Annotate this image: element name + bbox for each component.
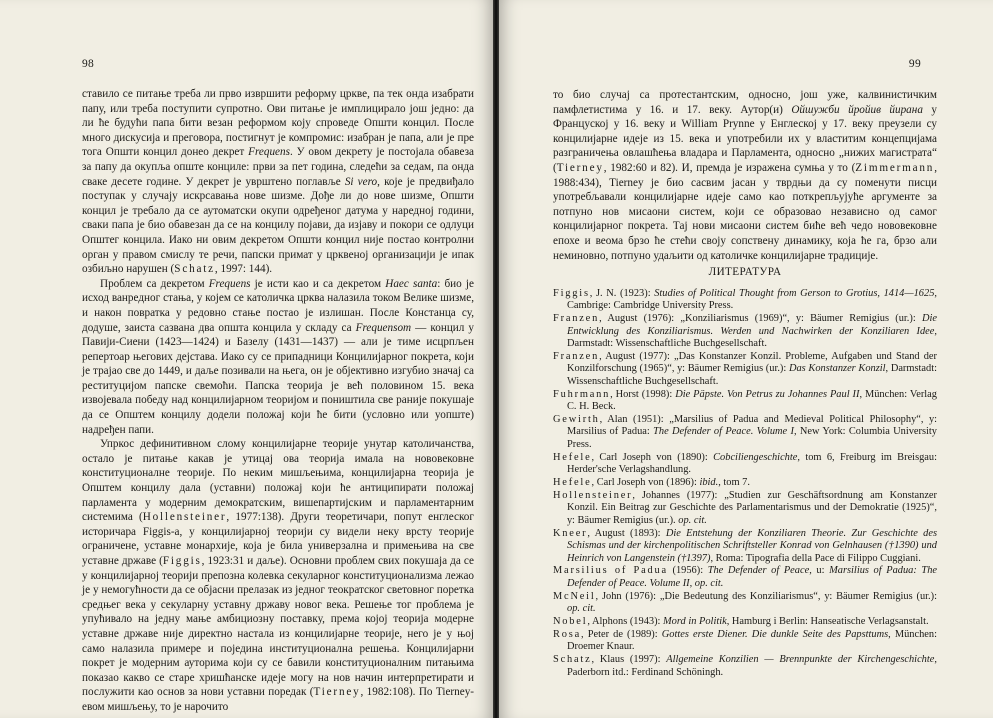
author-name: Kneer [553,527,588,539]
paragraph [82,437,474,714]
bibliography-heading: ЛИТЕРАТУРА [708,266,782,278]
text-run: , Carl Joseph von (1890): [591,451,714,463]
text-run: Проблем са декретом [100,277,209,290]
italic-text: Gottes erste Diener. Die dunkle Seite des Papsttums [661,628,889,640]
author-name: Gewirth [553,414,600,426]
italic-text: op. cit. [678,514,707,526]
bibliography-entry [553,389,937,414]
italic-text: Frequens [208,277,251,290]
italic-text: Die Entwicklung des Konziliarismus. Werden und Nachwirken der Konziliaren Idee [567,313,937,337]
author-name: Hollensteiner [553,490,633,501]
author-name: Tierney [556,161,604,174]
text-run: , tom 7. [718,477,750,489]
italic-text: Frequens [248,146,290,159]
text-run: (1956): [667,565,708,577]
italic-text: Allgemeine Konzilien — Brennpunkte der Kirchengeschichte [666,654,935,666]
italic-text: op. cit. [567,603,596,615]
text-run: , u: [809,565,830,577]
text-run: , Darmstadt: Wissenschaftliche Buchgesellschaft. [567,363,937,387]
text-run: , John (1976): „Die Bedeutung des Konziliarismus“, у: Bäumer Remigius (ur.): [595,590,937,602]
italic-text: Ойшужби йройив йирана [791,103,923,116]
text-run: , 1997: 144). [214,263,273,276]
author-name: Figgis [162,555,202,567]
text-run: , које је предвиђало поступак у случају искрсавања нове шизме. Дође ли до нове шизме, Општи концил је требало да се аутоматски окупи одређеног датума у наредној години, сваки папа је био обавезан да се на концилу појави, да изјаву и покори се одлуци Општег концила. Иако ни овим декретом Општи концил није постао контролни орган у правом смислу те речи, папски примат у црквеној организацији је ипак озбиљно нарушен ( [82,175,474,276]
bibliography-entry [553,654,937,679]
text-run: , New York: Columbia University Press. [567,426,938,450]
text-run: , Horst (1998): [610,388,676,400]
bibliography-entry [553,490,937,527]
text-run: , J. N. (1923): [589,288,655,299]
bibliography-entry [553,629,937,654]
italic-text: Die Päpste. Von Petrus zu Johannes Paul II [675,388,860,400]
paragraph [82,87,474,277]
author-name: Marsilius of Padua [553,565,668,577]
text-run: , Klaus (1997): [591,654,667,666]
text-run: , Alphons (1943): [587,616,664,628]
text-run: у Француској у 16. веку и William Prynne у Енглеској у 17. веку преузели су концилијарне идеје из 15. века и употребили их у властитим концепцијама разграничења овлашћења владара и Парламента, односно „нижих магистрата“ ( [553,103,938,174]
text-run: то био случај са протестантским, односно, још уже, калвинистичким памфлетистима у 16. и 17. веку. Аутор(и) [553,89,937,116]
text-run: , August (1893): [587,527,666,539]
italic-text: The Defender of Peace. Volume I [653,426,794,438]
italic-text: The Defender of Peace [707,565,810,577]
author-name: Hefele [553,477,592,489]
text-run: ставило се питање треба ли прво извршити реформу цркве, па тек онда изабрати папу, или треба поступити супротно. Ови питање је имплицирало још једно: да ли ће будући папа бити везан реформом коју спроведе Општи концил. После много дискусија и преговора, постигнут је компромис: изабран је папа, али је пре тога Општи концил донео декрет [82,88,474,159]
italic-text: Marsilius of Padua: The Defender of Peace. Volume II, op. cit. [567,565,938,589]
italic-text: Mord in Politik [663,616,727,628]
text-run: , August (1976): „Konziliarismus (1969)“, у: Bäumer Remigius (ur.): [599,313,922,325]
author-name: Franzen [553,351,600,363]
text-run: , München: Verlag C. H. Beck. [567,388,937,413]
bibliography-entry [553,351,937,388]
author-name: Zimmermann [855,161,935,174]
text-run: , Hamburg i Berlin: Hanseatische Verlagsanstalt. [726,616,929,628]
bibliography-entry [553,288,937,313]
text-run: . У овом декрету је постојала обавеза за папу да окупља опште концилe: први за пет година, следећи за седам, па онда сваке десете године. У декрет је уврштено поглавље [82,146,474,188]
author-name: Schatz [174,263,215,276]
author-name: Nobel [553,616,588,628]
text-run: , Darmstadt: Wissenschaftliche Buchgesellschaft. [567,325,937,350]
author-name: Schatz [553,654,592,666]
italic-text: Cobciliengeschichte [713,451,798,463]
bibliography-entry [553,591,937,616]
italic-text: Die Entstehung der Konziliaren Theorie. Zur Geschichte des Schismas und der kirchenpolitischen Schriftsteller Konrad von Gelnhausen (†1390) und Heinrich von Langenstein (†1397) [567,527,937,564]
text-run: : био je исход ванредног стања, у којем се католичка црква налазила током Велике шизме, и након повратка у редовно стање постао је излишан. После Констанца су, додуше, заиста сазвана два општа концила у складу са [82,277,474,334]
author-name: Hefele [553,451,592,463]
paragraph [82,277,474,438]
author-name: Figgis [553,288,590,299]
page-number-right: 99 [908,58,921,70]
text-run: , August (1977): „Das Konstanzer Konzil. Probleme, Aufgaben und Stand der Konzilforschung (1965)“, у: Bäumer Remigius (ur.): [567,351,937,375]
bibliography-list [553,288,937,680]
author-name: Hollensteiner [142,511,227,524]
bibliography-entry [553,313,937,350]
text-run: , Alan (1951): „Marsilius of Padua and Medieval Political Philosophy“, у: Marsilius of Padua: [567,414,937,438]
text-run: , tom 6, Freiburg im Breisgau: Herder'sche Verlagshandlung. [567,451,938,476]
text-run: — концил у Павији-Сиени (1423—1424) и Базелу (1431—1437) — али је тиме исцрпљен репертоар његових дејстава. Иако су се припадници Концилијарног покрета, који је трајао све до 1449, и даље позивали на њега, он је објективно изгубио значај са реституцијом папске свемоћи. Папска теорија је већ половином 15. века извојевала победу над концилијарном теоријом и поништила све раније покушаје да се Општем концилу додели положај који ће бити (условно или уопште) надређен папи. [82,321,474,436]
italic-text: Das Konstanzer Konzil [788,363,886,375]
bibliography-entry [553,414,937,451]
left-page [0,0,493,718]
author-name: Franzen [553,313,600,325]
bibliography-entry [553,528,937,565]
author-name: Fuhrmann [553,388,611,400]
left-body-text [82,87,474,715]
italic-text: Haec santa [385,277,438,290]
bibliography-entry [553,452,937,477]
text-run: , Johannes (1977): „Studien zur Geschäftsordnung am Konstanzer Konzil. Ein Beitrag zur Geschichte des Parlamentarismus und der Demokratie (1925)“, у: Bäumer Remigius (ur.). [567,490,937,526]
author-name: McNeil [553,590,596,602]
bibliography-entry [553,565,937,590]
text-run: , Peter de (1989): [580,628,662,640]
text-run: , Roma: Tipografia della Pace di Filippo Cuggiani. [710,552,921,564]
text-run: , Paderborn itd.: Ferdinand Schöningh. [567,654,937,678]
author-name: Rosa [553,628,581,640]
text-run: , München: Droemer Knaur. [567,628,937,653]
text-run: , Cambrige: Cambridge University Press. [567,288,937,312]
text-run: , 1923:31 и даље). Основни проблем свих покушаја да се у концилијарној теорији препозна колевка секуларног конституционализма лежао је у немогућности да се објасни прелазак из једног теократског световног поретка средњег века у секуларну уставну државу новог века. Решење тог проблема је упућивало на једну мање амбициозну поставку, према којој теорија модерне уставне државе није директно настала из концилијарне теорије, него је у њој само налазила примере и поједина институционална решења. Концилијарни покрет је модерним ауторима који су се бавили конституционалним питањима показао какво се старе хришћанске идеје могу на нов начин интерпретирати и послужити као основ за нови уставни поредак ( [82,555,474,699]
italic-text: ibid. [699,477,719,489]
right-body-text [553,88,937,263]
text-run: , 1982:60 и 82). И, премда је изражена сумња у то ( [603,161,856,174]
text-run: , 1988:434), Tierney je био сасвим јасан у тврдњи да су поменути писци употребљавали концилијарне идеје само као поткрепљујуће аргументе за потпуно нов мисаони систем, који се образовао независно од самог концилијарног покрета. Тај нови мисаони систем биће већ чедо нововековне епохе и веома брзо ће стећи своју сопствену динамику, која ће га, брзо али неминовно, потпуно удаљити од католичке концилијарне традиције. [553,161,937,262]
text-run: , Carl Joseph von (1896): [591,477,700,489]
italic-text: Studies of Political Thought from Gerson to Grotius, 1414—1625 [654,288,935,299]
paragraph [553,88,937,263]
text-run: , 1977:138). Други теоретичари, попут енглеског историчара Figgis-a, у концилијарној теорији су видели неку врсту теорије ограничене, уставне монархије, која је била универзална и примењива на све уставне државе ( [82,511,474,567]
text-run: , 1982:108). По Tierney-евом мишљењу, то је нарочито [82,686,475,713]
italic-text: Frequensom [355,321,412,334]
page-number-left: 98 [82,58,95,70]
italic-text: Si vero [344,175,378,188]
bibliography-entry [553,616,937,628]
author-name: Tierney [313,686,361,699]
text-run: Упркос дефинитивном слому концилијарне теорије унутар католичанства, остало је питање какав је утицај ова теорија имала на нововековне конституционалне теорије. По неким мишљењима, концилијарна теорија је Општем концилу дала (уставни) положај који ће антиципирати положај парламента у модерним демократским, вишепартијским и парламентарним системима ( [82,438,474,524]
right-page [499,0,993,718]
bibliography-entry [553,477,937,489]
text-run: je исти као и са декретом [250,277,386,290]
